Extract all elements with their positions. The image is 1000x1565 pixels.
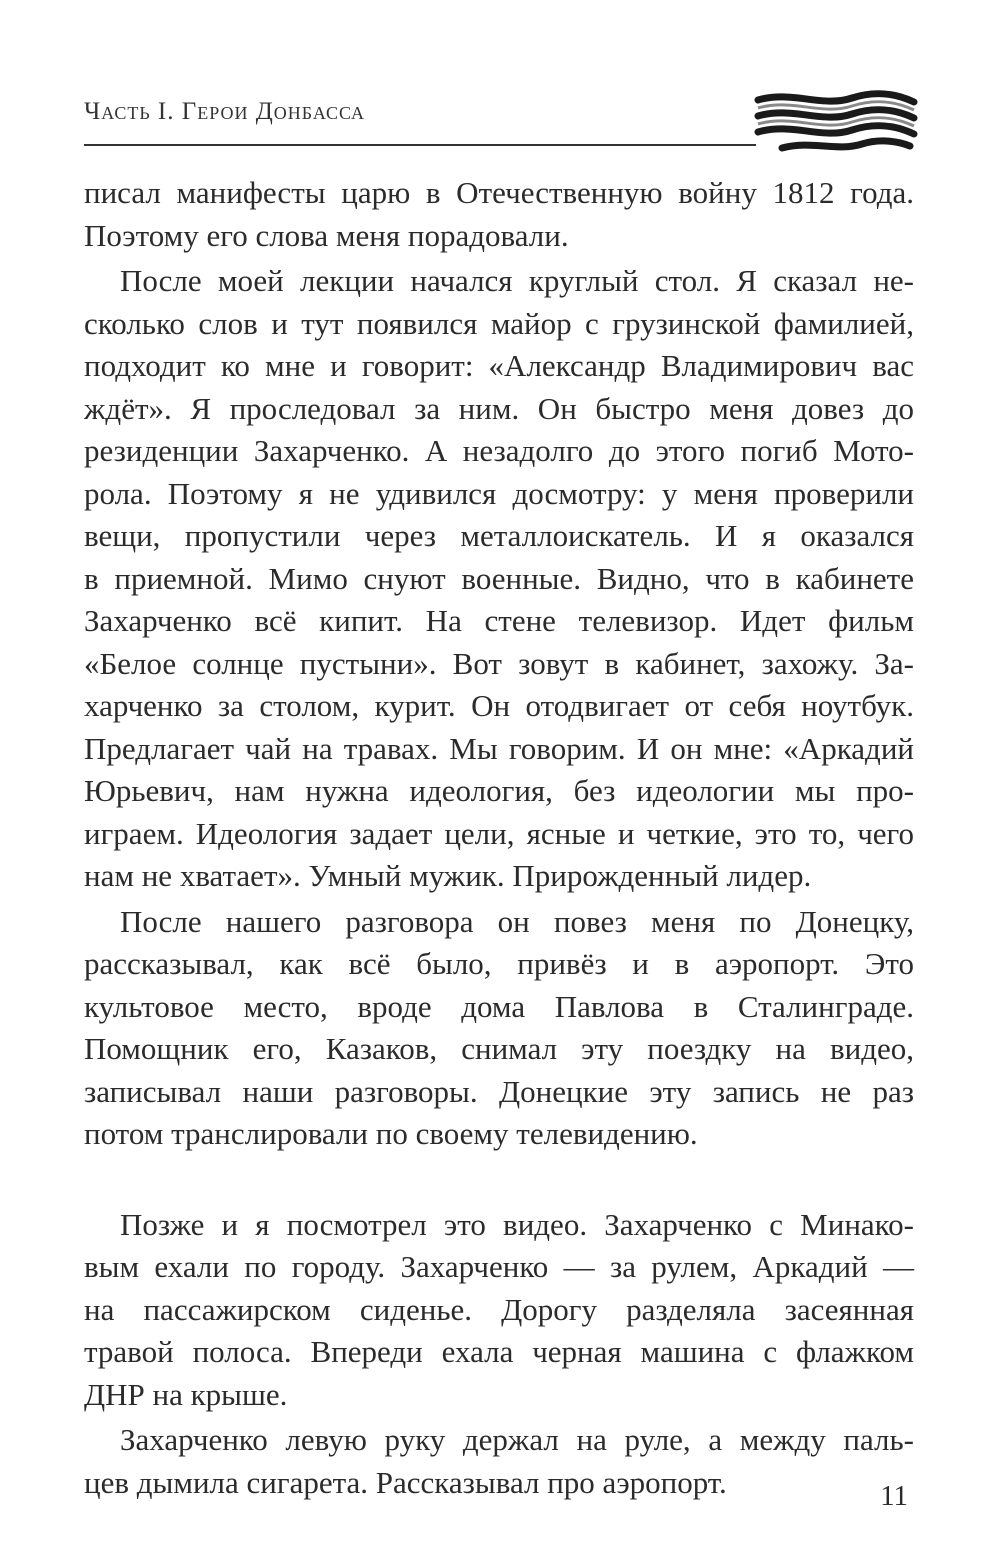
- text-line: После моей лекции начался круглый стол. Я сказал не-: [120, 263, 914, 298]
- paragraph: [84, 260, 914, 898]
- text-line: ДНР на крыше.: [84, 1376, 288, 1412]
- body-text: [84, 172, 914, 1504]
- text-line: на пассажирском сиденье. Дорогу разделяла засеянная: [84, 1291, 914, 1327]
- text-line: играем. Идеология задает цели, ясные и четкие, это то, чего: [84, 815, 914, 851]
- st-george-ribbon-icon: [752, 86, 920, 156]
- text-line: цев дымила сигарета. Рассказывал про аэропорт.: [84, 1464, 727, 1500]
- text-line: сколько слов и тут появился майор с грузинской фамилией,: [84, 305, 914, 341]
- paragraph: [84, 901, 914, 1156]
- text-line: Захарченко всё кипит. На стене телевизор. Идет фильм: [84, 603, 914, 638]
- text-line: писал манифесты царю в Отечественную войну 1812 года.: [84, 175, 914, 210]
- text-line: рассказывал, как всё было, привёз и в аэропорт. Это: [84, 946, 914, 981]
- text-line: харченко за столом, курит. Он отодвигает от себя ноутбук.: [84, 688, 914, 723]
- paragraph: [84, 1204, 914, 1417]
- text-line: вым ехали по городу. Захарченко — за рулем, Аркадий —: [84, 1249, 914, 1284]
- text-line: ждёт». Я проследовал за ним. Он быстро меня довез до: [84, 390, 914, 426]
- text-line: культовое место, вроде дома Павлова в Сталинграде.: [84, 988, 914, 1024]
- text-line: Юрьевич, нам нужна идеология, без идеологии мы про-: [84, 773, 914, 808]
- page-number: 11: [880, 1480, 908, 1512]
- paragraph: [84, 172, 914, 257]
- text-line: После нашего разговора он повез меня по Донецку,: [120, 903, 914, 939]
- text-line: рола. Поэтому я не удивился досмотру: у меня проверили: [84, 475, 914, 511]
- section-break: [84, 1156, 914, 1204]
- text-line: потом транслировали по своему телевидению.: [84, 1116, 698, 1151]
- text-line: подходит ко мне и говорит: «Александр Владимирович вас: [84, 348, 914, 383]
- running-header-title: Часть I. Герои Донбасса: [84, 98, 366, 125]
- text-line: «Белое солнце пустыни». Вот зовут в кабинет, захожу. За-: [84, 645, 914, 681]
- text-line: Предлагает чай на травах. Мы говорим. И он мне: «Аркадий: [84, 730, 914, 766]
- text-line: нам не хватает». Умный мужик. Прирожденный лидер.: [84, 858, 812, 893]
- text-line: в приемной. Мимо снуют военные. Видно, что в кабинете: [84, 560, 914, 596]
- text-line: Поэтому его слова меня порадовали.: [84, 217, 569, 253]
- text-line: вещи, пропустили через металлоискатель. И я оказался: [84, 518, 914, 553]
- text-line: Позже и я посмотрел это видео. Захарченко с Минако-: [120, 1206, 914, 1242]
- text-line: резиденции Захарченко. А незадолго до этого погиб Мото-: [84, 433, 914, 468]
- text-line: Захарченко левую руку держал на руле, а между паль-: [120, 1422, 914, 1457]
- text-line: записывал наши разговоры. Донецкие эту запись не раз: [84, 1073, 914, 1109]
- paragraph: [84, 1419, 914, 1504]
- text-line: травой полоса. Впереди ехала черная машина с флажком: [84, 1334, 914, 1369]
- text-line: Помощник его, Казаков, снимал эту поездку на видео,: [84, 1031, 914, 1066]
- header-rule: [84, 144, 756, 146]
- running-header: [84, 92, 914, 152]
